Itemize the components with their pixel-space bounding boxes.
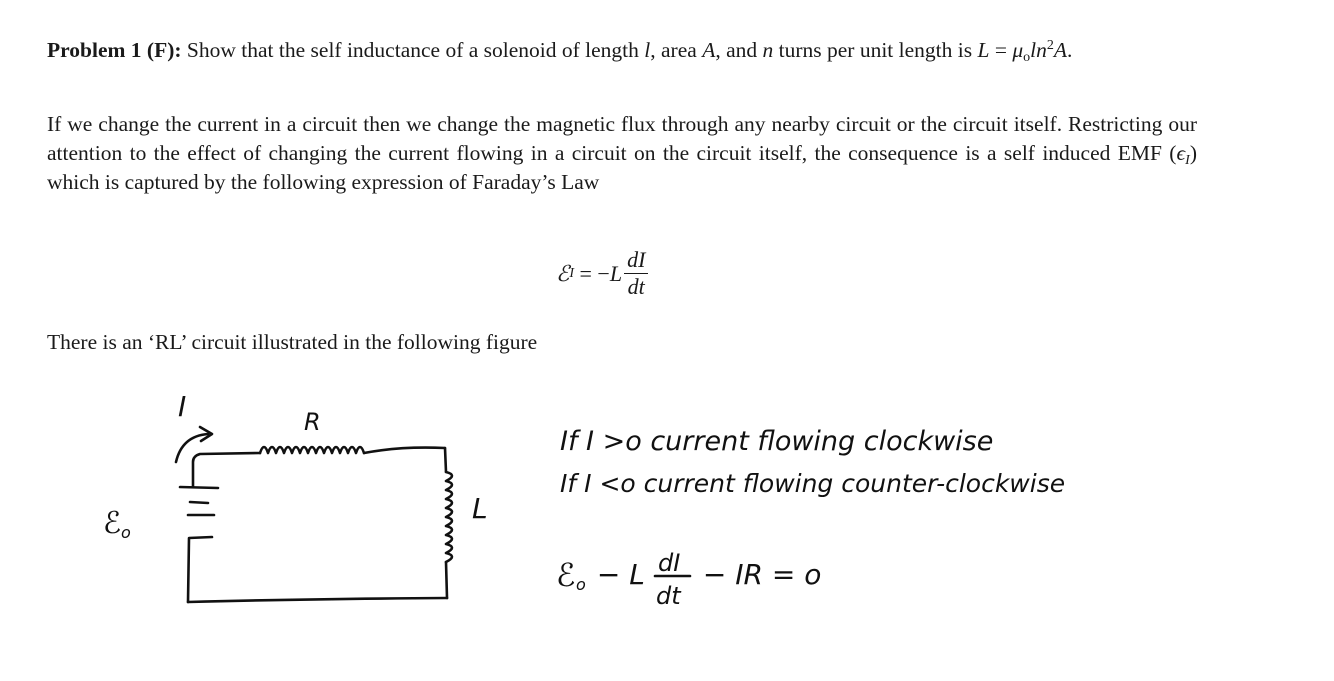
source-label: ℰ (103, 506, 122, 541)
formula-A: A (1053, 38, 1068, 62)
current-label: I (178, 390, 187, 423)
eq-equals: = − (574, 260, 610, 286)
intro-text-b: ) which is captured by the following expression of Faraday’s Law (47, 141, 1197, 194)
problem-text-c: , and (715, 38, 763, 62)
problem-heading: Problem 1 (F): (47, 38, 182, 62)
wire-left (188, 537, 212, 602)
kvl-denominator: dt (656, 582, 681, 610)
faraday-equation: ℰ I = − L $\frac{dI}{dt}$ (556, 248, 648, 299)
eq-denominator: dt (627, 274, 645, 299)
emf-symbol: ϵ (1176, 141, 1186, 165)
formula-mu-sub: o (1023, 50, 1031, 65)
eq-L: L (609, 260, 623, 286)
formula-exp: 2 (1046, 38, 1054, 53)
wire-right-lower (446, 562, 447, 598)
formula-L: L (977, 38, 990, 62)
problem-statement (47, 36, 1197, 65)
note-line-2: If I <o current flowing counter-clockwise (560, 469, 1066, 498)
battery-plate-long (180, 487, 218, 488)
var-n: n (762, 38, 774, 62)
source-label-sub: o (121, 523, 131, 542)
rl-circuit-figure (0, 380, 1334, 681)
inductor-label: L (472, 492, 488, 525)
resistor-label: R (304, 408, 321, 436)
wire-top-right (364, 448, 445, 453)
problem-text-d: turns per unit length is (773, 38, 978, 62)
formula-ln: ln (1030, 38, 1047, 62)
eq-numerator: dI (624, 248, 648, 274)
problem-text-b: , area (650, 38, 703, 62)
problem-text-a: Show that the self inductance of a solenoid of length (181, 38, 645, 62)
formula-mu: μ (1012, 38, 1024, 62)
kvl-minus-L: − L (588, 558, 645, 591)
figure-caption: There is an ‘RL’ circuit illustrated in the following figure (47, 330, 538, 354)
battery-plate-short-1 (190, 502, 208, 503)
note-line-1: If I >o current flowing clockwise (560, 426, 994, 457)
formula-period: . (1067, 38, 1073, 62)
wire-right-upper (445, 448, 446, 472)
resistor-zigzag (260, 447, 364, 453)
eq-lhs: ℰ (556, 260, 570, 286)
formula-eq: = (989, 38, 1013, 62)
wire-bottom (188, 598, 447, 602)
var-A: A (702, 38, 716, 62)
wire-top-left (193, 453, 260, 487)
intro-paragraph (47, 110, 1197, 197)
kvl-rest: − IR = o (694, 558, 822, 591)
kvl-emf-sub: o (576, 575, 586, 594)
intro-text-a: If we change the current in a circuit then we change the magnetic flux through any nearby circuit or the circuit itself. Restricting our attention to the effect of changing the current flowing in a circuit on the circuit itself, the consequence is a self induced EMF ( (47, 112, 1197, 165)
kvl-emf: ℰ (556, 556, 576, 594)
inductor-coil (446, 472, 452, 562)
emf-sub: I (1185, 153, 1190, 168)
var-l: l (644, 38, 651, 62)
kvl-numerator: dI (658, 549, 681, 577)
eq-fraction (624, 248, 648, 299)
